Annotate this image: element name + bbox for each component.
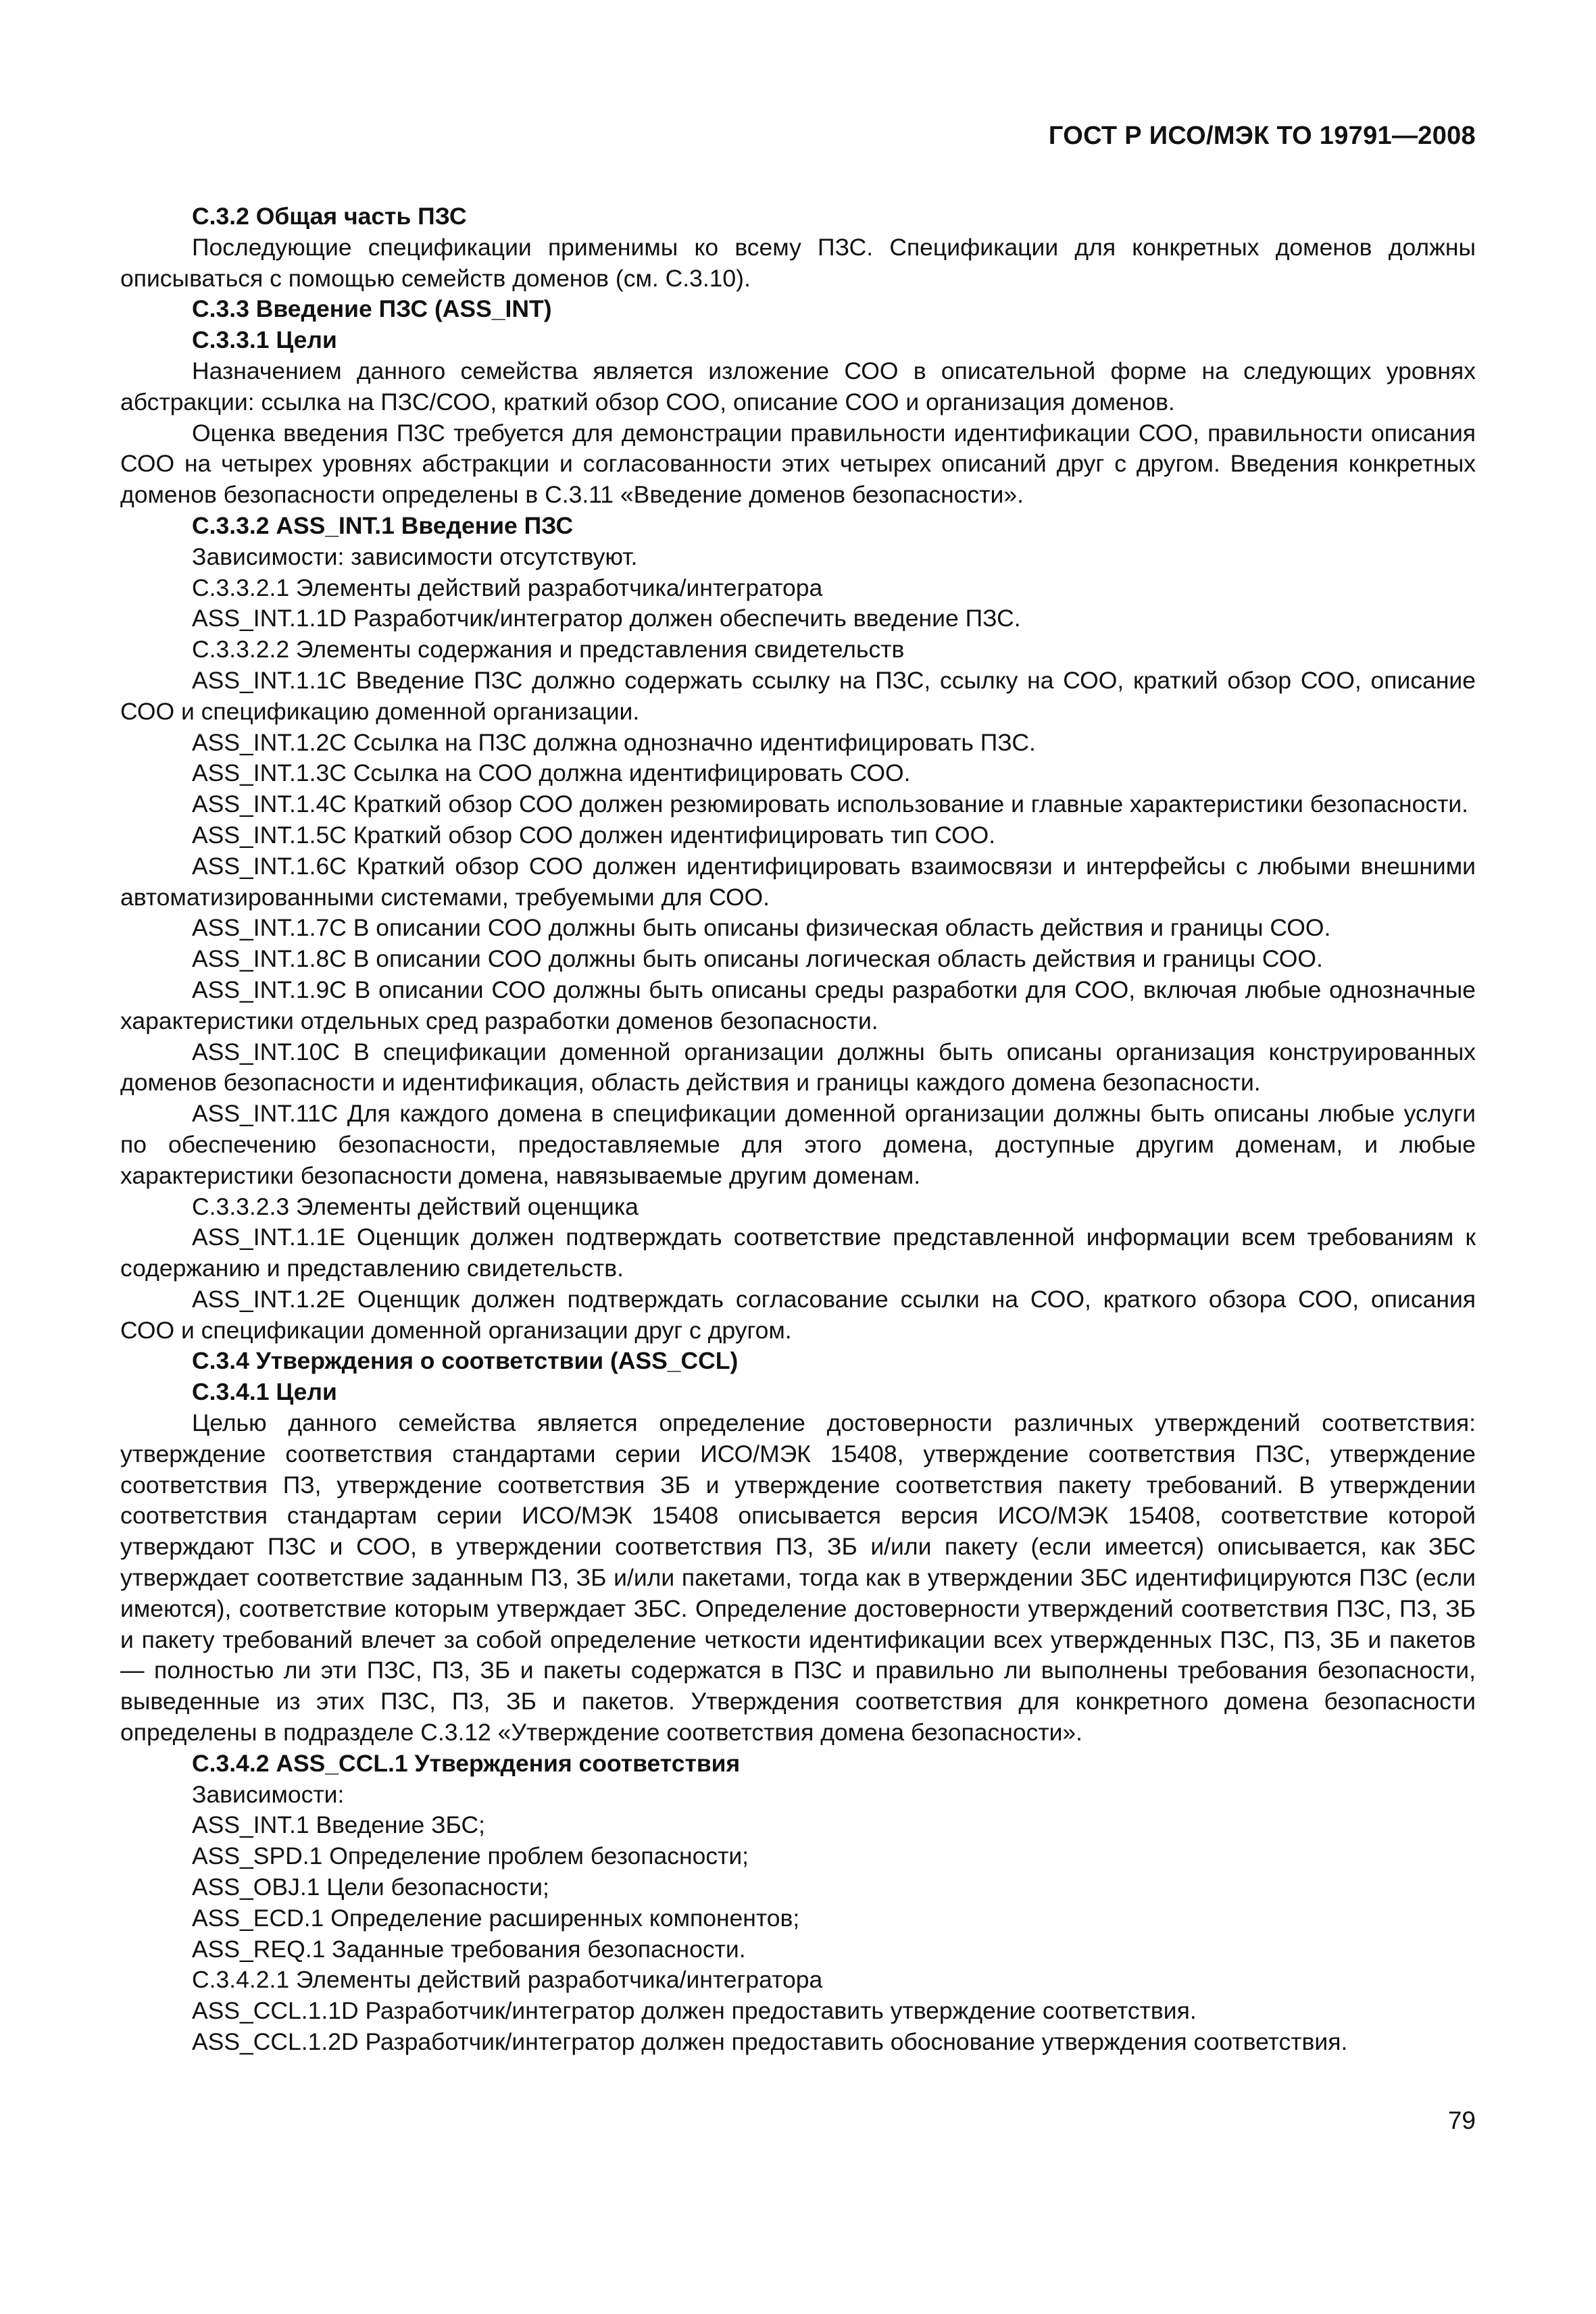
paragraph: ASS_INT.1.8С В описании СОО должны быть описаны логическая область действия и границы СОО. — [192, 945, 1323, 973]
paragraph: ASS_CCL.1.1D Разработчик/интегратор должен предоставить утверждение соответствия. — [192, 1997, 1197, 2025]
paragraph: С.3.3.2.2 Элементы содержания и представления свидетельств — [192, 636, 905, 663]
paragraph: С.3.4.2.1 Элементы действий разработчика/интегратора — [192, 1966, 823, 1994]
paragraph: ASS_INT.1.5С Краткий обзор СОО должен идентифицировать тип СОО. — [192, 821, 996, 849]
paragraph: ASS_INT.1.7С В описании СОО должны быть описаны физическая область действия и границы СОО. — [192, 914, 1331, 942]
section-heading: C.3.2 Общая часть ПЗС — [192, 203, 467, 230]
paragraph: Назначением данного семейства является изложение СОО в описательной форме на следующих уровнях абстракции: ссылка на ПЗС/СОО, краткий обзор СОО, описание СОО и организация доменов. — [120, 357, 1476, 416]
section-heading: С.3.4 Утверждения о соответствии (ASS_CCL) — [192, 1347, 739, 1375]
section-heading: С.3.3 Введение ПЗС (ASS_INT) — [192, 295, 552, 323]
paragraph: ASS_INT.1.2С Ссылка на ПЗС должна однозначно идентифицировать ПЗС. — [192, 728, 1036, 756]
paragraph: ASS_INT.11С Для каждого домена в спецификации доменной организации должны быть описаны любые услуги по обеспечению безопасности, предоставляемые для этого домена, доступные другим доменам, и любые характеристики безопасности домена, навязываемые другим доменам. — [120, 1100, 1476, 1189]
paragraph: ASS_INT.1.6С Краткий обзор СОО должен идентифицировать взаимосвязи и интерфейсы с любыми внешними автоматизированными системами, требуемыми для СОО. — [120, 852, 1476, 911]
paragraph: ASS_INT.1.2Е Оценщик должен подтверждать согласование ссылки на СОО, краткого обзора СОО, описания СОО и спецификации доменной организации друг с другом. — [120, 1285, 1476, 1344]
paragraph: ASS_INT.1.4С Краткий обзор СОО должен резюмировать использование и главные характеристики безопасности. — [192, 790, 1469, 818]
paragraph: ASS_INT.10С В спецификации доменной организации должны быть описаны организация конструированных доменов безопасности и идентификация, область действия и границы каждого домена безопасности. — [120, 1038, 1476, 1097]
paragraph: ASS_INT.1.1С Введение ПЗС должно содержать ссылку на ПЗС, ссылку на СОО, краткий обзор СОО, описание СОО и спецификацию доменной организации. — [120, 666, 1476, 725]
page-number: 79 — [1447, 2107, 1476, 2134]
paragraph: Целью данного семейства является определение достоверности различных утверждений соответствия: утверждение соответствия стандартами серии ИСО/МЭК 15408, утверждение соответствия ПЗС, утверждение соответствия ПЗ, утверждение соответствия ЗБ и утверждение соответствия пакету требований. В утверждении соответствия стандартам серии ИСО/МЭК 15408 описывается версия ИСО/МЭК 15408, соответствие которой утверждают ПЗС и СОО, в утверждении соответствия ПЗ, ЗБ и/или пакету (если имеется) описывается, как ЗБС утверждает соответствие заданным ПЗ, ЗБ и/или пакетами, тогда как в утверждении ЗБС идентифицируются ПЗС (если имеются), соответствие которым утверждает ЗБС. Определение достоверности утверждений соответствия ПЗС, ПЗ, ЗБ и пакету требований влечет за собой определение четкости идентификации всех утвержденных ПЗС, ПЗ, ЗБ и пакетов — полностью ли эти ПЗС, ПЗ, ЗБ и пакеты содержатся в ПЗС и правильно ли выполнены требования безопасности, выведенные из этих ПЗС, ПЗ, ЗБ и пакетов. Утверждения соответствия для конкретного домена безопасности определены в подразделе С.3.12 «Утверждение соответствия домена безопасности». — [120, 1409, 1476, 1746]
paragraph: ASS_INT.1 Введение ЗБС; — [192, 1811, 485, 1839]
section-heading: С.3.3.1 Цели — [192, 326, 337, 354]
paragraph: Зависимости: зависимости отсутствуют. — [192, 543, 638, 570]
paragraph: Оценка введения ПЗС требуется для демонстрации правильности идентификации СОО, правильности описания СОО на четырех уровнях абстракции и согласованности этих четырех описаний друг с другом. Введения конкретных доменов безопасности определены в С.3.11 «Введение доменов безопасности». — [120, 419, 1476, 509]
paragraph: Последующие спецификации применимы ко всему ПЗС. Спецификации для конкретных доменов должны описываться с помощью семейств доменов (см. С.3.10). — [120, 233, 1476, 292]
document-body — [120, 201, 1476, 2058]
paragraph: ASS_ECD.1 Определение расширенных компонентов; — [192, 1904, 800, 1932]
document-header: ГОСТ Р ИСО/МЭК ТО 19791—2008 — [1048, 122, 1476, 150]
paragraph: Зависимости: — [192, 1780, 345, 1808]
paragraph: ASS_OBJ.1 Цели безопасности; — [192, 1873, 549, 1901]
paragraph: С.3.3.2.3 Элементы действий оценщика — [192, 1192, 639, 1220]
paragraph: ASS_SPD.1 Определение проблем безопасности; — [192, 1842, 749, 1870]
paragraph: ASS_INT.1.1D Разработчик/интегратор должен обеспечить введение ПЗС. — [192, 605, 1021, 632]
paragraph: ASS_INT.1.3С Ссылка на СОО должна идентифицировать СОО. — [192, 759, 911, 787]
section-heading: С.3.3.2 ASS_INT.1 Введение ПЗС — [192, 511, 574, 539]
paragraph: ASS_REQ.1 Заданные требования безопасности. — [192, 1935, 746, 1963]
paragraph: ASS_CCL.1.2D Разработчик/интегратор должен предоставить обоснование утверждения соответствия. — [192, 2028, 1348, 2056]
section-heading: С.3.4.2 ASS_CCL.1 Утверждения соответствия — [192, 1749, 741, 1777]
section-heading: С.3.4.1 Цели — [192, 1378, 337, 1406]
paragraph: С.3.3.2.1 Элементы действий разработчика/интегратора — [192, 574, 823, 601]
paragraph: ASS_INT.1.1Е Оценщик должен подтверждать соответствие представленной информации всем требованиям к содержанию и представлению свидетельств. — [120, 1224, 1476, 1282]
paragraph: ASS_INT.1.9С В описании СОО должны быть описаны среды разработки для СОО, включая любые однозначные характеристики отдельных сред разработки доменов безопасности. — [120, 976, 1476, 1034]
